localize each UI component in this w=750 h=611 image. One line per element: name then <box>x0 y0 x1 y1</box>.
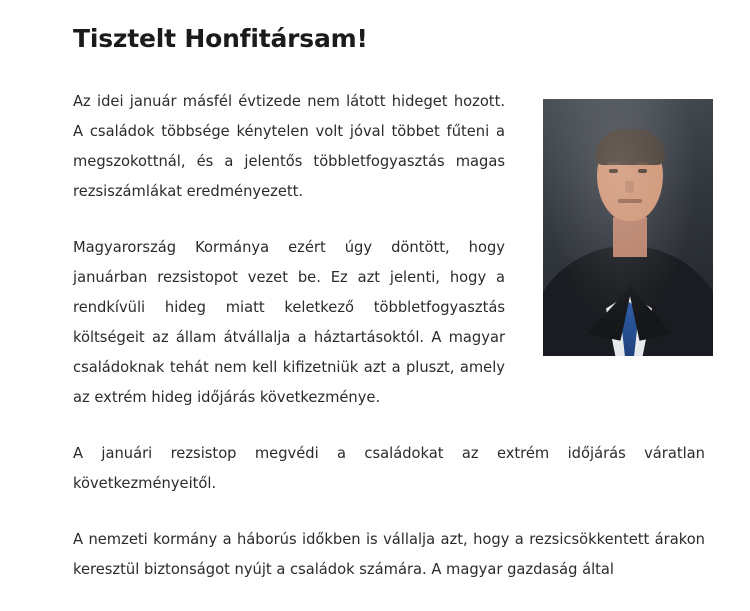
paragraph-3: A januári rezsistop megvédi a családokat az extrém időjárás váratlan következményeitől. <box>73 445 705 492</box>
paragraph-4: A nemzeti kormány a háborús időkben is vállalja azt, hogy a rezsicsökkentett árakon keresztül biztonságot nyújt a családok számára. A magyar gazdaság által <box>73 531 705 578</box>
paragraph-1: Az idei január másfél évtizede nem látott hideget hozott. A családok többsége kénytelen volt jóval többet fűteni a megszokottnál, és a jelentős többletfogyasztás magas rezsiszámlákat eredményezett. <box>73 93 505 200</box>
page-title: Tisztelt Honfitársam! <box>73 24 368 53</box>
page-left-margin <box>0 0 6 500</box>
paragraph-2: Magyarország Kormánya ezért úgy döntött, hogy januárban rezsistopot vezet be. Ez azt jelenti, hogy a rendkívüli hideg miatt keletkező többletfogyasztás költségeit az állam átvállalja a háztartásoktól. A magyar családoknak tehát nem kell kifizetniük azt a pluszt, amely az extrém hideg időjárás következménye. <box>73 239 505 406</box>
portrait-vignette <box>543 99 713 356</box>
portrait-photo <box>543 99 713 356</box>
